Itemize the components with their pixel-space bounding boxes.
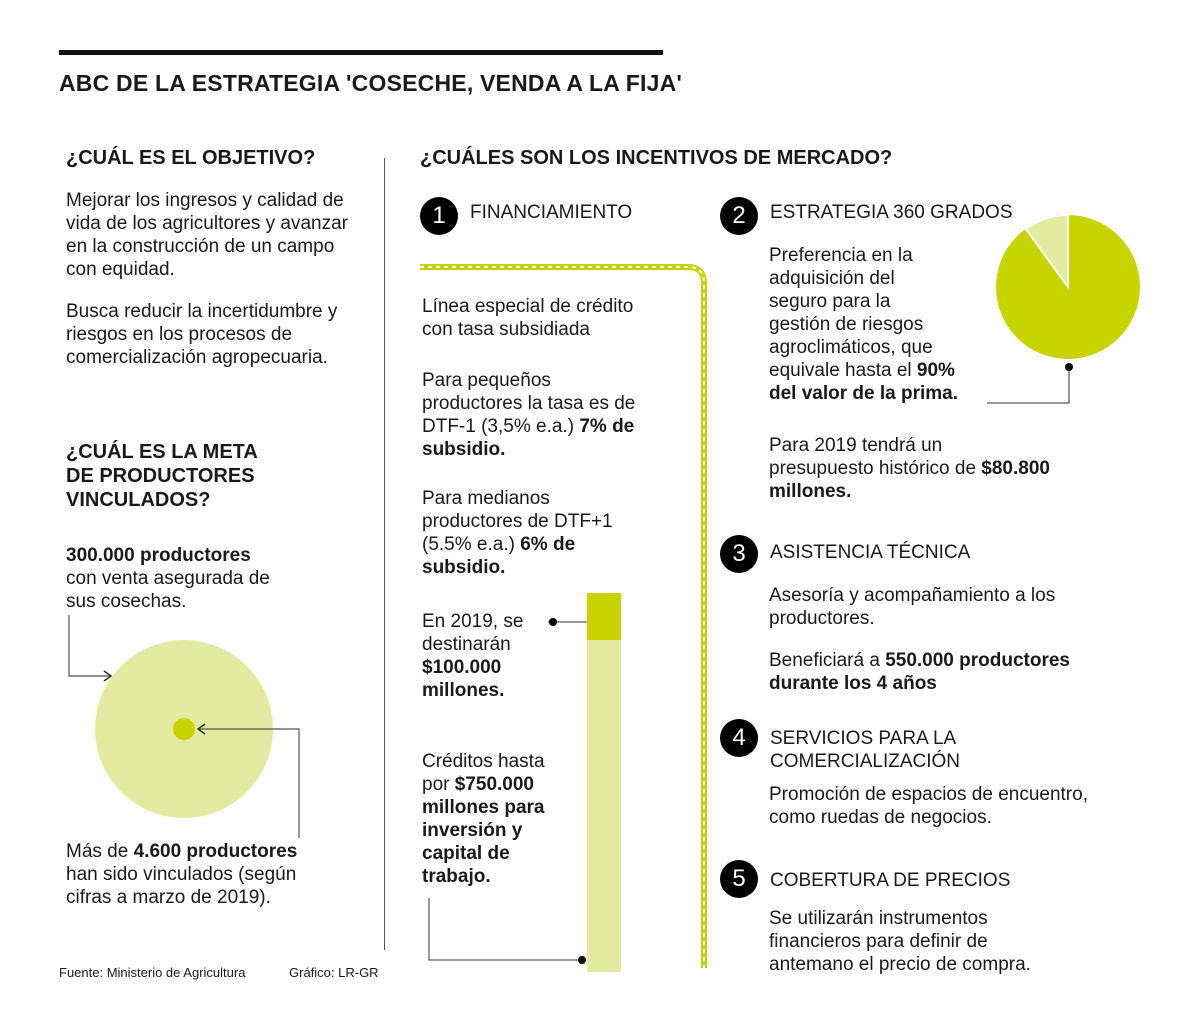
bold-value: $750.000 bbox=[454, 774, 534, 795]
goal-heading-line: DE PRODUCTORES bbox=[66, 465, 255, 487]
section-1-title: FINANCIAMIENTO bbox=[470, 202, 633, 223]
text-line: DTF-1 (3,5% e.a.) bbox=[422, 416, 580, 437]
text-line: Se utilizarán instrumentos bbox=[769, 908, 988, 929]
assistance-text-1 bbox=[769, 584, 1055, 630]
text-line: En 2019, se bbox=[422, 611, 524, 632]
text-line: Para medianos bbox=[422, 488, 550, 509]
goal-value: 300.000 productores bbox=[66, 545, 251, 566]
linked-prefix: Más de bbox=[66, 841, 134, 862]
pie-pointer-line bbox=[987, 367, 1069, 403]
text-line: seguro para la bbox=[769, 291, 891, 312]
section-5-title: COBERTURA DE PRECIOS bbox=[770, 870, 1011, 891]
goal-text-line: con venta asegurada de bbox=[66, 568, 270, 589]
text-line: Promoción de espacios de encuentro, bbox=[769, 784, 1088, 805]
text-line: productores de DTF+1 bbox=[422, 511, 613, 532]
credit-total-bar bbox=[587, 593, 621, 972]
goal-text bbox=[66, 544, 270, 613]
bold-value: $80.800 bbox=[981, 458, 1050, 479]
section-2-title: ESTRATEGIA 360 GRADOS bbox=[770, 202, 1013, 223]
text-line: Preferencia en la bbox=[769, 245, 913, 266]
text-line: destinarán bbox=[422, 634, 511, 655]
text-line: Asesoría y acompañamiento a los bbox=[769, 585, 1056, 606]
bold-value: millones para bbox=[422, 797, 545, 818]
text-line: con tasa subsidiada bbox=[422, 319, 590, 340]
bold-value: trabajo. bbox=[422, 866, 491, 887]
financing-text-5 bbox=[422, 750, 545, 888]
commercialization-text bbox=[769, 783, 1088, 829]
text-line: productores. bbox=[769, 608, 875, 629]
price-coverage-text bbox=[769, 907, 1031, 976]
credit: Gráfico: LR-GR bbox=[289, 965, 379, 980]
bold-value: subsidio. bbox=[422, 557, 506, 578]
goal-text-line: sus cosechas. bbox=[66, 591, 187, 612]
bold-value: subsidio. bbox=[422, 439, 506, 460]
bold-value: 6% de bbox=[520, 534, 576, 555]
section-5-number: 5 bbox=[720, 860, 758, 898]
text-line: Línea especial de crédito bbox=[422, 296, 634, 317]
text-line: Créditos hasta bbox=[422, 751, 545, 772]
strategy-text-1 bbox=[769, 244, 958, 405]
bold-value: millones. bbox=[422, 680, 505, 701]
objective-text-1: Mejorar los ingresos y calidad de vida de los agricultores y avanzar en la construcción de un campo con equidad. bbox=[66, 190, 348, 280]
linked-circle bbox=[173, 718, 195, 740]
title-line: SERVICIOS PARA LA bbox=[770, 728, 957, 749]
linked-text-line: han sido vinculados (según bbox=[66, 864, 297, 885]
bold-value: millones. bbox=[769, 481, 852, 502]
source: Fuente: Ministerio de Agricultura bbox=[59, 965, 246, 980]
goal-heading-line: VINCULADOS? bbox=[66, 489, 211, 511]
column-divider bbox=[384, 158, 385, 950]
section-4-number: 4 bbox=[720, 719, 758, 757]
credit-pointer-dot bbox=[578, 956, 586, 964]
section-4-title bbox=[770, 727, 960, 773]
text-line: como ruedas de negocios. bbox=[769, 807, 992, 828]
text-line: por bbox=[422, 774, 455, 795]
allocated-pointer-dot bbox=[549, 618, 557, 626]
text-line: presupuesto histórico de bbox=[769, 458, 982, 479]
bold-value: 7% de bbox=[579, 416, 635, 437]
title-line: COMERCIALIZACIÓN bbox=[770, 751, 961, 772]
section-1-number: 1 bbox=[420, 197, 458, 235]
text-line: adquisición del bbox=[769, 268, 895, 289]
bold-value: 90% bbox=[916, 360, 955, 381]
objective-heading: ¿CUÁL ES EL OBJETIVO? bbox=[66, 147, 316, 169]
pie-pointer-dot bbox=[1065, 363, 1073, 371]
text-line: Para pequeños bbox=[422, 370, 551, 391]
bold-value: $100.000 bbox=[422, 657, 502, 678]
bold-value: del valor de la prima. bbox=[769, 383, 959, 404]
strategy-text-2 bbox=[769, 434, 1050, 503]
linked-text-line: cifras a marzo de 2019). bbox=[66, 887, 271, 908]
bold-value: 550.000 productores bbox=[885, 650, 1070, 671]
text-line: productores la tasa es de bbox=[422, 393, 636, 414]
text-line: equivale hasta el bbox=[769, 360, 917, 381]
financing-text-1 bbox=[422, 295, 633, 341]
section-3-title: ASISTENCIA TÉCNICA bbox=[770, 542, 971, 563]
bold-value: inversión y bbox=[422, 820, 523, 841]
text-line: (5.5% e.a.) bbox=[422, 534, 521, 555]
section-3-number: 3 bbox=[720, 535, 758, 573]
incentives-heading: ¿CUÁLES SON LOS INCENTIVOS DE MERCADO? bbox=[420, 147, 893, 169]
financing-text-4 bbox=[422, 610, 523, 702]
goal-arrow-line bbox=[69, 615, 110, 676]
section-2-number: 2 bbox=[720, 197, 758, 235]
linked-value: 4.600 productores bbox=[133, 841, 298, 862]
financing-text-2 bbox=[422, 369, 635, 461]
text-line: antemano el precio de compra. bbox=[769, 954, 1031, 975]
text-line: agroclimáticos, que bbox=[769, 337, 933, 358]
text-line: Beneficiará a bbox=[769, 650, 886, 671]
objective-text-2: Busca reducir la incertidumbre y riesgos en los procesos de comercialización agropecuaria. bbox=[66, 301, 338, 368]
financing-text-3 bbox=[422, 487, 613, 579]
text-line: Para 2019 tendrá un bbox=[769, 435, 943, 456]
linked-text bbox=[66, 840, 297, 909]
credit-pointer-line bbox=[429, 898, 582, 960]
allocated-2019-bar bbox=[587, 593, 621, 640]
bold-value: durante los 4 años bbox=[769, 673, 937, 694]
page-title: ABC DE LA ESTRATEGIA 'COSECHE, VENDA A LA FIJA' bbox=[59, 70, 683, 96]
assistance-text-2 bbox=[769, 649, 1070, 695]
bold-value: capital de bbox=[422, 843, 510, 864]
text-line: gestión de riesgos bbox=[769, 314, 924, 335]
text-line: financieros para definir de bbox=[769, 931, 988, 952]
goal-heading-line: ¿CUÁL ES LA META bbox=[66, 441, 258, 463]
goal-heading bbox=[66, 440, 258, 512]
